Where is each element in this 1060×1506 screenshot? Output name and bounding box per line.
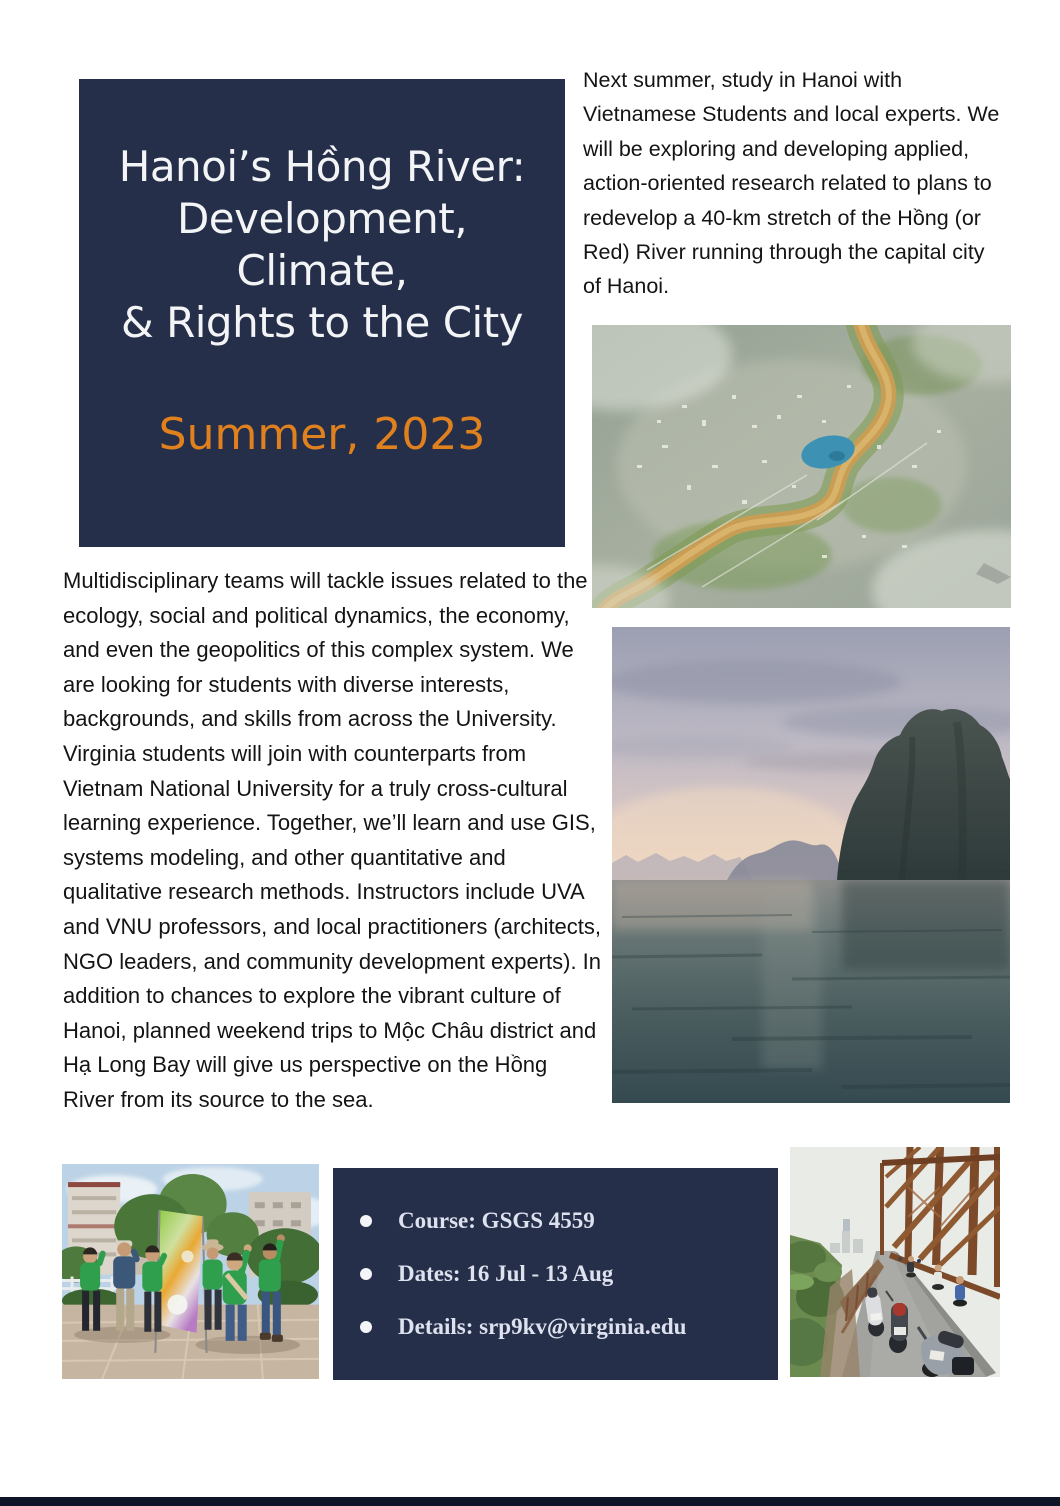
course-number: Course: GSGS 4559: [398, 1208, 595, 1233]
course-detail-item: [333, 1261, 778, 1287]
title-line-2: Development,: [176, 194, 468, 243]
page-bottom-strip: [0, 1497, 1060, 1506]
title-line-3: Climate,: [236, 246, 408, 295]
aerial-map-photo: [592, 325, 1011, 608]
bridge-image: [790, 1147, 1000, 1377]
bridge-photo: [790, 1147, 1000, 1377]
course-dates: Dates: 16 Jul - 13 Aug: [398, 1261, 614, 1286]
title-line-4: & Rights to the City: [120, 298, 524, 347]
flyer-title: [79, 141, 565, 349]
aerial-map-image: [592, 325, 1011, 608]
intro-paragraph: Next summer, study in Hanoi with Vietnamese Students and local experts. We will be exploring and developing applied, action-oriented research related to plans to redevelop a 40-km stretch of the Hồng (or Red) River running through the capital city of Hanoi.: [583, 68, 1000, 299]
course-detail-item: [333, 1314, 778, 1340]
flyer-subtitle: Summer, 2023: [158, 409, 486, 460]
students-image: [62, 1164, 319, 1379]
course-detail-item: [333, 1208, 778, 1234]
students-photo: [62, 1164, 319, 1379]
bullet-icon: [360, 1215, 372, 1227]
main-paragraph: Multidisciplinary teams will tackle issues related to the ecology, social and political dynamics, the economy, and even the geopolitics of this complex system. We are looking for students with diverse interests, backgrounds, and skills from across the University. Virginia students will join with counterparts from Vietnam National University for a truly cross-cultural learning experience. Together, we’ll learn and use GIS, systems modeling, and other quantitative and qualitative research methods. Instructors include UVA and VNU professors, and local practitioners (architects, NGO leaders, and community development experts). In addition to chances to explore the vibrant culture of Hanoi, planned weekend trips to Mộc Châu district and Hạ Long Bay will give us perspective on the Hồng River from its source to the sea.: [63, 568, 602, 1112]
halong-bay-photo: [612, 627, 1010, 1103]
title-box: [79, 79, 565, 547]
bullet-icon: [360, 1321, 372, 1333]
halong-bay-image: [612, 627, 1010, 1103]
bullet-icon: [360, 1268, 372, 1280]
course-contact-email: Details: srp9kv@virginia.edu: [398, 1314, 687, 1339]
title-line-1: Hanoi’s Hồng River:: [118, 142, 526, 191]
course-details-box: [333, 1168, 778, 1380]
